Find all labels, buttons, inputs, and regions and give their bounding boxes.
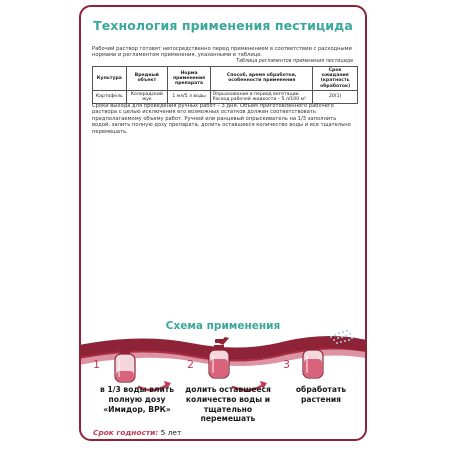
shelf-life-value: 5 лет — [160, 428, 182, 437]
table-cell: 20(1) — [313, 90, 358, 103]
intro-paragraph: Рабочий раствор готовят непосредственно перед применением в соответствии с расходными нормами и регламентом применения, указанными в таблице. — [92, 46, 352, 59]
step-1-text: в 1/3 воды влить полную дозу «Имидор, ВРК» — [100, 385, 174, 414]
scheme-illustration — [81, 7, 365, 439]
column-header: Срок ожидания (кратность обработок) — [313, 67, 358, 91]
column-header: Способ, время обработки, особенности применения — [211, 67, 313, 91]
step-number: 1 — [93, 358, 100, 371]
column-header: Норма применения препарата — [167, 67, 210, 91]
page-title: Технология применения пестицида — [93, 18, 353, 33]
table-caption: Таблица регламентов применения пестицида — [236, 59, 353, 64]
table-cell: Картофель — [93, 90, 127, 103]
shelf-life — [93, 428, 181, 437]
column-header: Вредный объект — [126, 67, 167, 91]
column-header: Культура — [93, 67, 127, 91]
step-number: 2 — [187, 358, 194, 371]
sprayer-bottle-icon — [209, 337, 229, 378]
step-2-text: долить оставшееся количество воды и тщательно перемешать — [185, 385, 271, 424]
instruction-card — [79, 5, 367, 441]
step-3-text: обработать растения — [295, 385, 347, 404]
shelf-life-label: Срок годности: — [93, 428, 159, 437]
step-number: 3 — [283, 358, 290, 371]
table-cell: Колорадский жук — [126, 90, 167, 103]
scheme-title: Схема применения — [165, 320, 281, 332]
table-cell: 1 мл/5 л воды — [167, 90, 210, 103]
table-cell: Опрыскивание в период вегетации. Расход рабочей жидкости – 5 л/100 м² — [211, 90, 313, 103]
body-paragraph: Сроки выхода для проведения ручных работ – 3 дня. Объем приготовленного рабочего раствора с целью исключения его возможных остатков должен соответствовать предполагаемому объему работ. Ручной или ранцевый опрыскиватель на 1/3 заполнить водой, залить полную дозу препарата, долить оставшееся количество воды и все тщательно перемешать. — [92, 103, 351, 135]
